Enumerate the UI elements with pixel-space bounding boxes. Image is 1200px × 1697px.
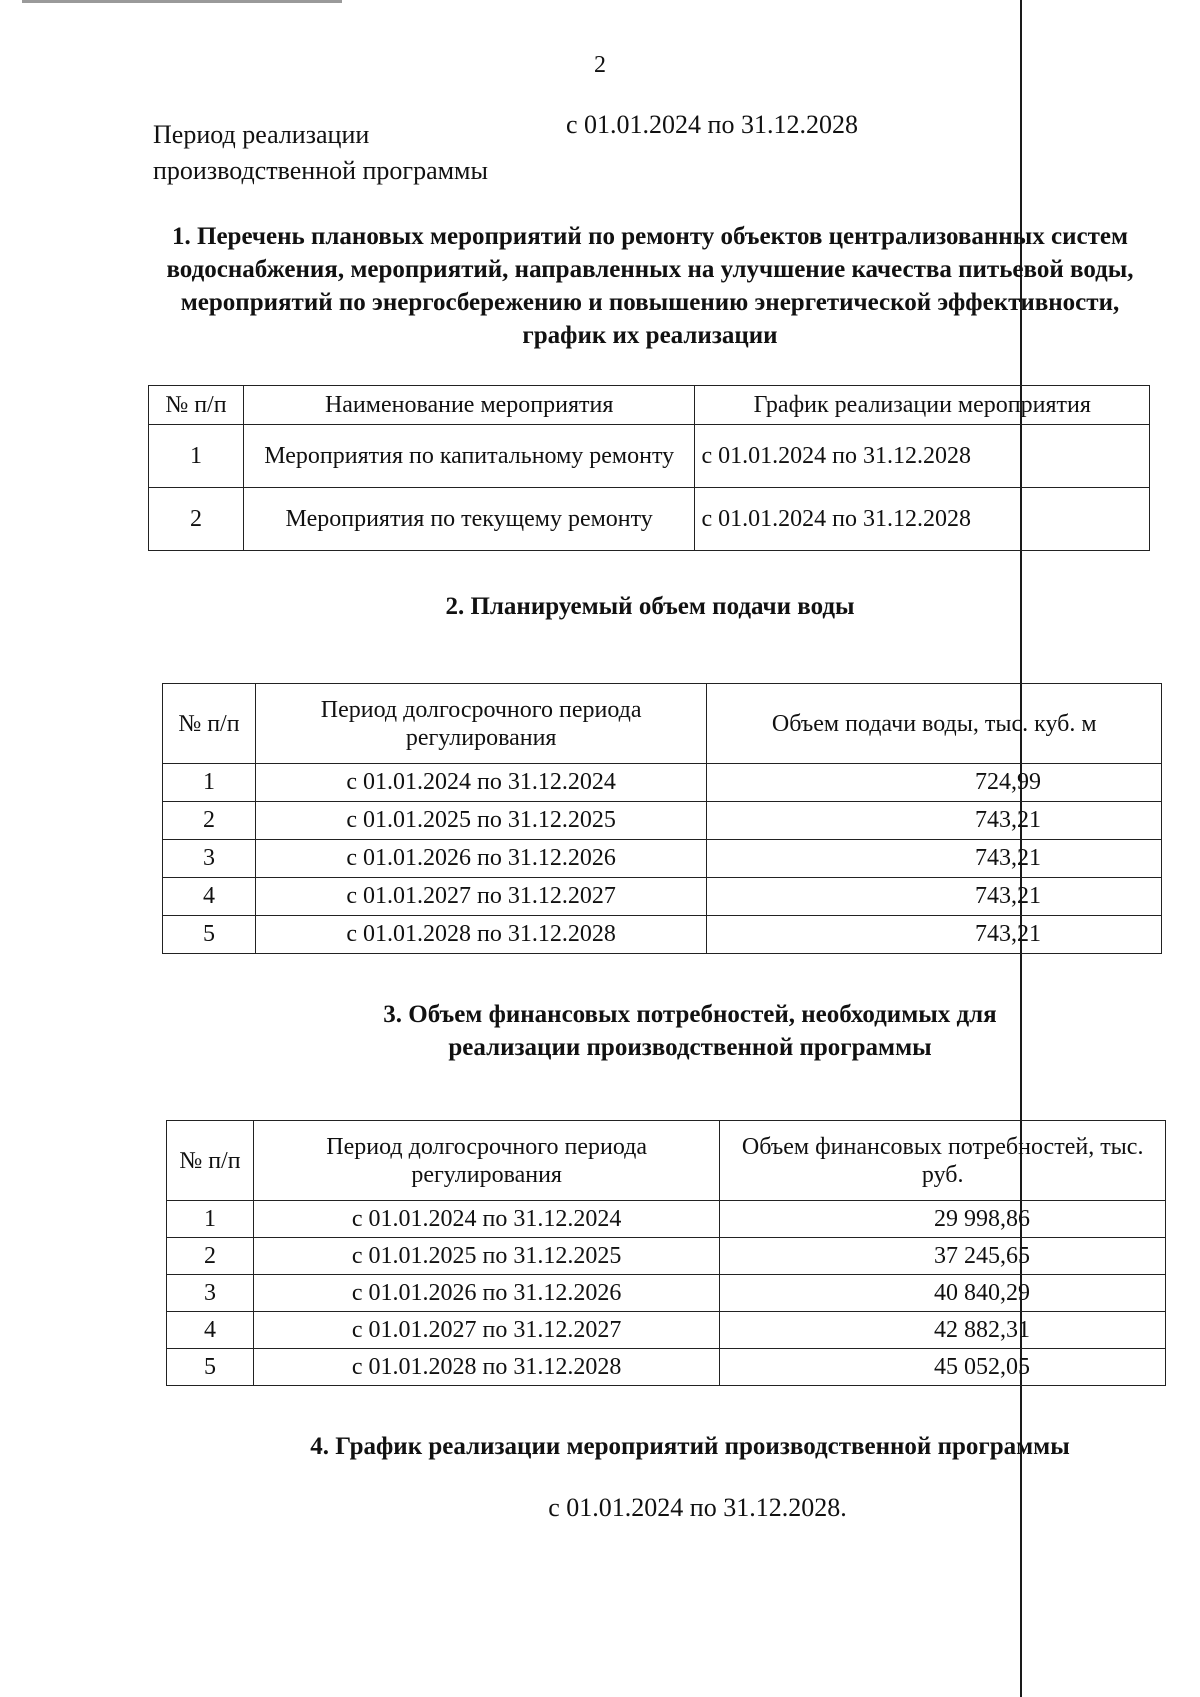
section4-period: с 01.01.2024 по 31.12.2028. <box>548 1493 847 1522</box>
row-value: 743,21 <box>707 878 1162 916</box>
row-period: с 01.01.2025 по 31.12.2025 <box>255 802 707 840</box>
table-header-row <box>163 684 1162 764</box>
row-schedule: с 01.01.2024 по 31.12.2028 <box>695 488 1150 551</box>
section2-table <box>162 683 1162 954</box>
table-row <box>167 1238 1166 1275</box>
row-period: с 01.01.2025 по 31.12.2025 <box>253 1238 719 1275</box>
row-num: 5 <box>163 916 256 954</box>
col-header-finance: Объем финансовых потребностей, тыс. руб. <box>720 1121 1166 1201</box>
row-value: 743,21 <box>707 840 1162 878</box>
row-value: 37 245,65 <box>720 1238 1166 1275</box>
section2-title: 2. Планируемый объем подачи воды <box>445 593 855 620</box>
col-header-period: Период долгосрочного периода регулирования <box>255 684 707 764</box>
row-num: 4 <box>167 1312 254 1349</box>
table-row <box>163 878 1162 916</box>
row-value: 743,21 <box>707 916 1162 954</box>
table-row <box>163 916 1162 954</box>
col-header-num: № п/п <box>149 386 244 425</box>
row-num: 5 <box>167 1349 254 1386</box>
row-num: 2 <box>163 802 256 840</box>
table-row <box>167 1312 1166 1349</box>
row-num: 3 <box>163 840 256 878</box>
row-name: Мероприятия по текущему ремонту <box>243 488 695 551</box>
row-name: Мероприятия по капитальному ремонту <box>243 425 695 488</box>
row-value: 42 882,31 <box>720 1312 1166 1349</box>
row-value: 743,21 <box>707 802 1162 840</box>
col-header-period: Период долгосрочного периода регулирования <box>253 1121 719 1201</box>
period-label: Период реализации производственной программы <box>153 120 488 185</box>
section4-title: 4. График реализации мероприятий производственной программы <box>310 1433 1070 1460</box>
row-period: с 01.01.2028 по 31.12.2028 <box>253 1349 719 1386</box>
row-num: 1 <box>163 764 256 802</box>
row-period: с 01.01.2027 по 31.12.2027 <box>255 878 707 916</box>
row-period: с 01.01.2027 по 31.12.2027 <box>253 1312 719 1349</box>
table-row <box>163 802 1162 840</box>
col-header-num: № п/п <box>163 684 256 764</box>
row-value: 40 840,29 <box>720 1275 1166 1312</box>
table-header-row <box>149 386 1150 425</box>
row-num: 4 <box>163 878 256 916</box>
page-number: 2 <box>594 52 606 78</box>
table-row <box>167 1349 1166 1386</box>
section1-table <box>148 385 1150 551</box>
row-value: 724,99 <box>707 764 1162 802</box>
scan-artifact <box>22 0 342 3</box>
row-value: 45 052,05 <box>720 1349 1166 1386</box>
row-num: 1 <box>167 1201 254 1238</box>
section1-title: 1. Перечень плановых мероприятий по ремонту объектов централизованных систем водоснабжения, мероприятий, направленных на улучшение качества питьевой воды, мероприятий по энергосбережению и повышению энергетической эффективности, график их реализации <box>166 223 1134 349</box>
row-schedule: с 01.01.2024 по 31.12.2028 <box>695 425 1150 488</box>
col-header-num: № п/п <box>167 1121 254 1201</box>
row-period: с 01.01.2026 по 31.12.2026 <box>253 1275 719 1312</box>
table-row <box>149 488 1150 551</box>
table-row <box>167 1201 1166 1238</box>
row-num: 2 <box>167 1238 254 1275</box>
table-row <box>149 425 1150 488</box>
col-header-name: Наименование мероприятия <box>243 386 695 425</box>
table-row <box>167 1275 1166 1312</box>
table-row <box>163 764 1162 802</box>
row-value: 29 998,86 <box>720 1201 1166 1238</box>
section3-table <box>166 1120 1166 1386</box>
table-row <box>163 840 1162 878</box>
row-period: с 01.01.2024 по 31.12.2024 <box>255 764 707 802</box>
row-period: с 01.01.2024 по 31.12.2024 <box>253 1201 719 1238</box>
section3-title: 3. Объем финансовых потребностей, необходимых для реализации производственной программы <box>383 1001 997 1061</box>
row-period: с 01.01.2026 по 31.12.2026 <box>255 840 707 878</box>
table-header-row <box>167 1121 1166 1201</box>
col-header-volume: Объем подачи воды, тыс. куб. м <box>707 684 1162 764</box>
period-value: с 01.01.2024 по 31.12.2028 <box>566 110 858 139</box>
row-period: с 01.01.2028 по 31.12.2028 <box>255 916 707 954</box>
row-num: 2 <box>149 488 244 551</box>
col-header-schedule: График реализации мероприятия <box>695 386 1150 425</box>
row-num: 3 <box>167 1275 254 1312</box>
row-num: 1 <box>149 425 244 488</box>
